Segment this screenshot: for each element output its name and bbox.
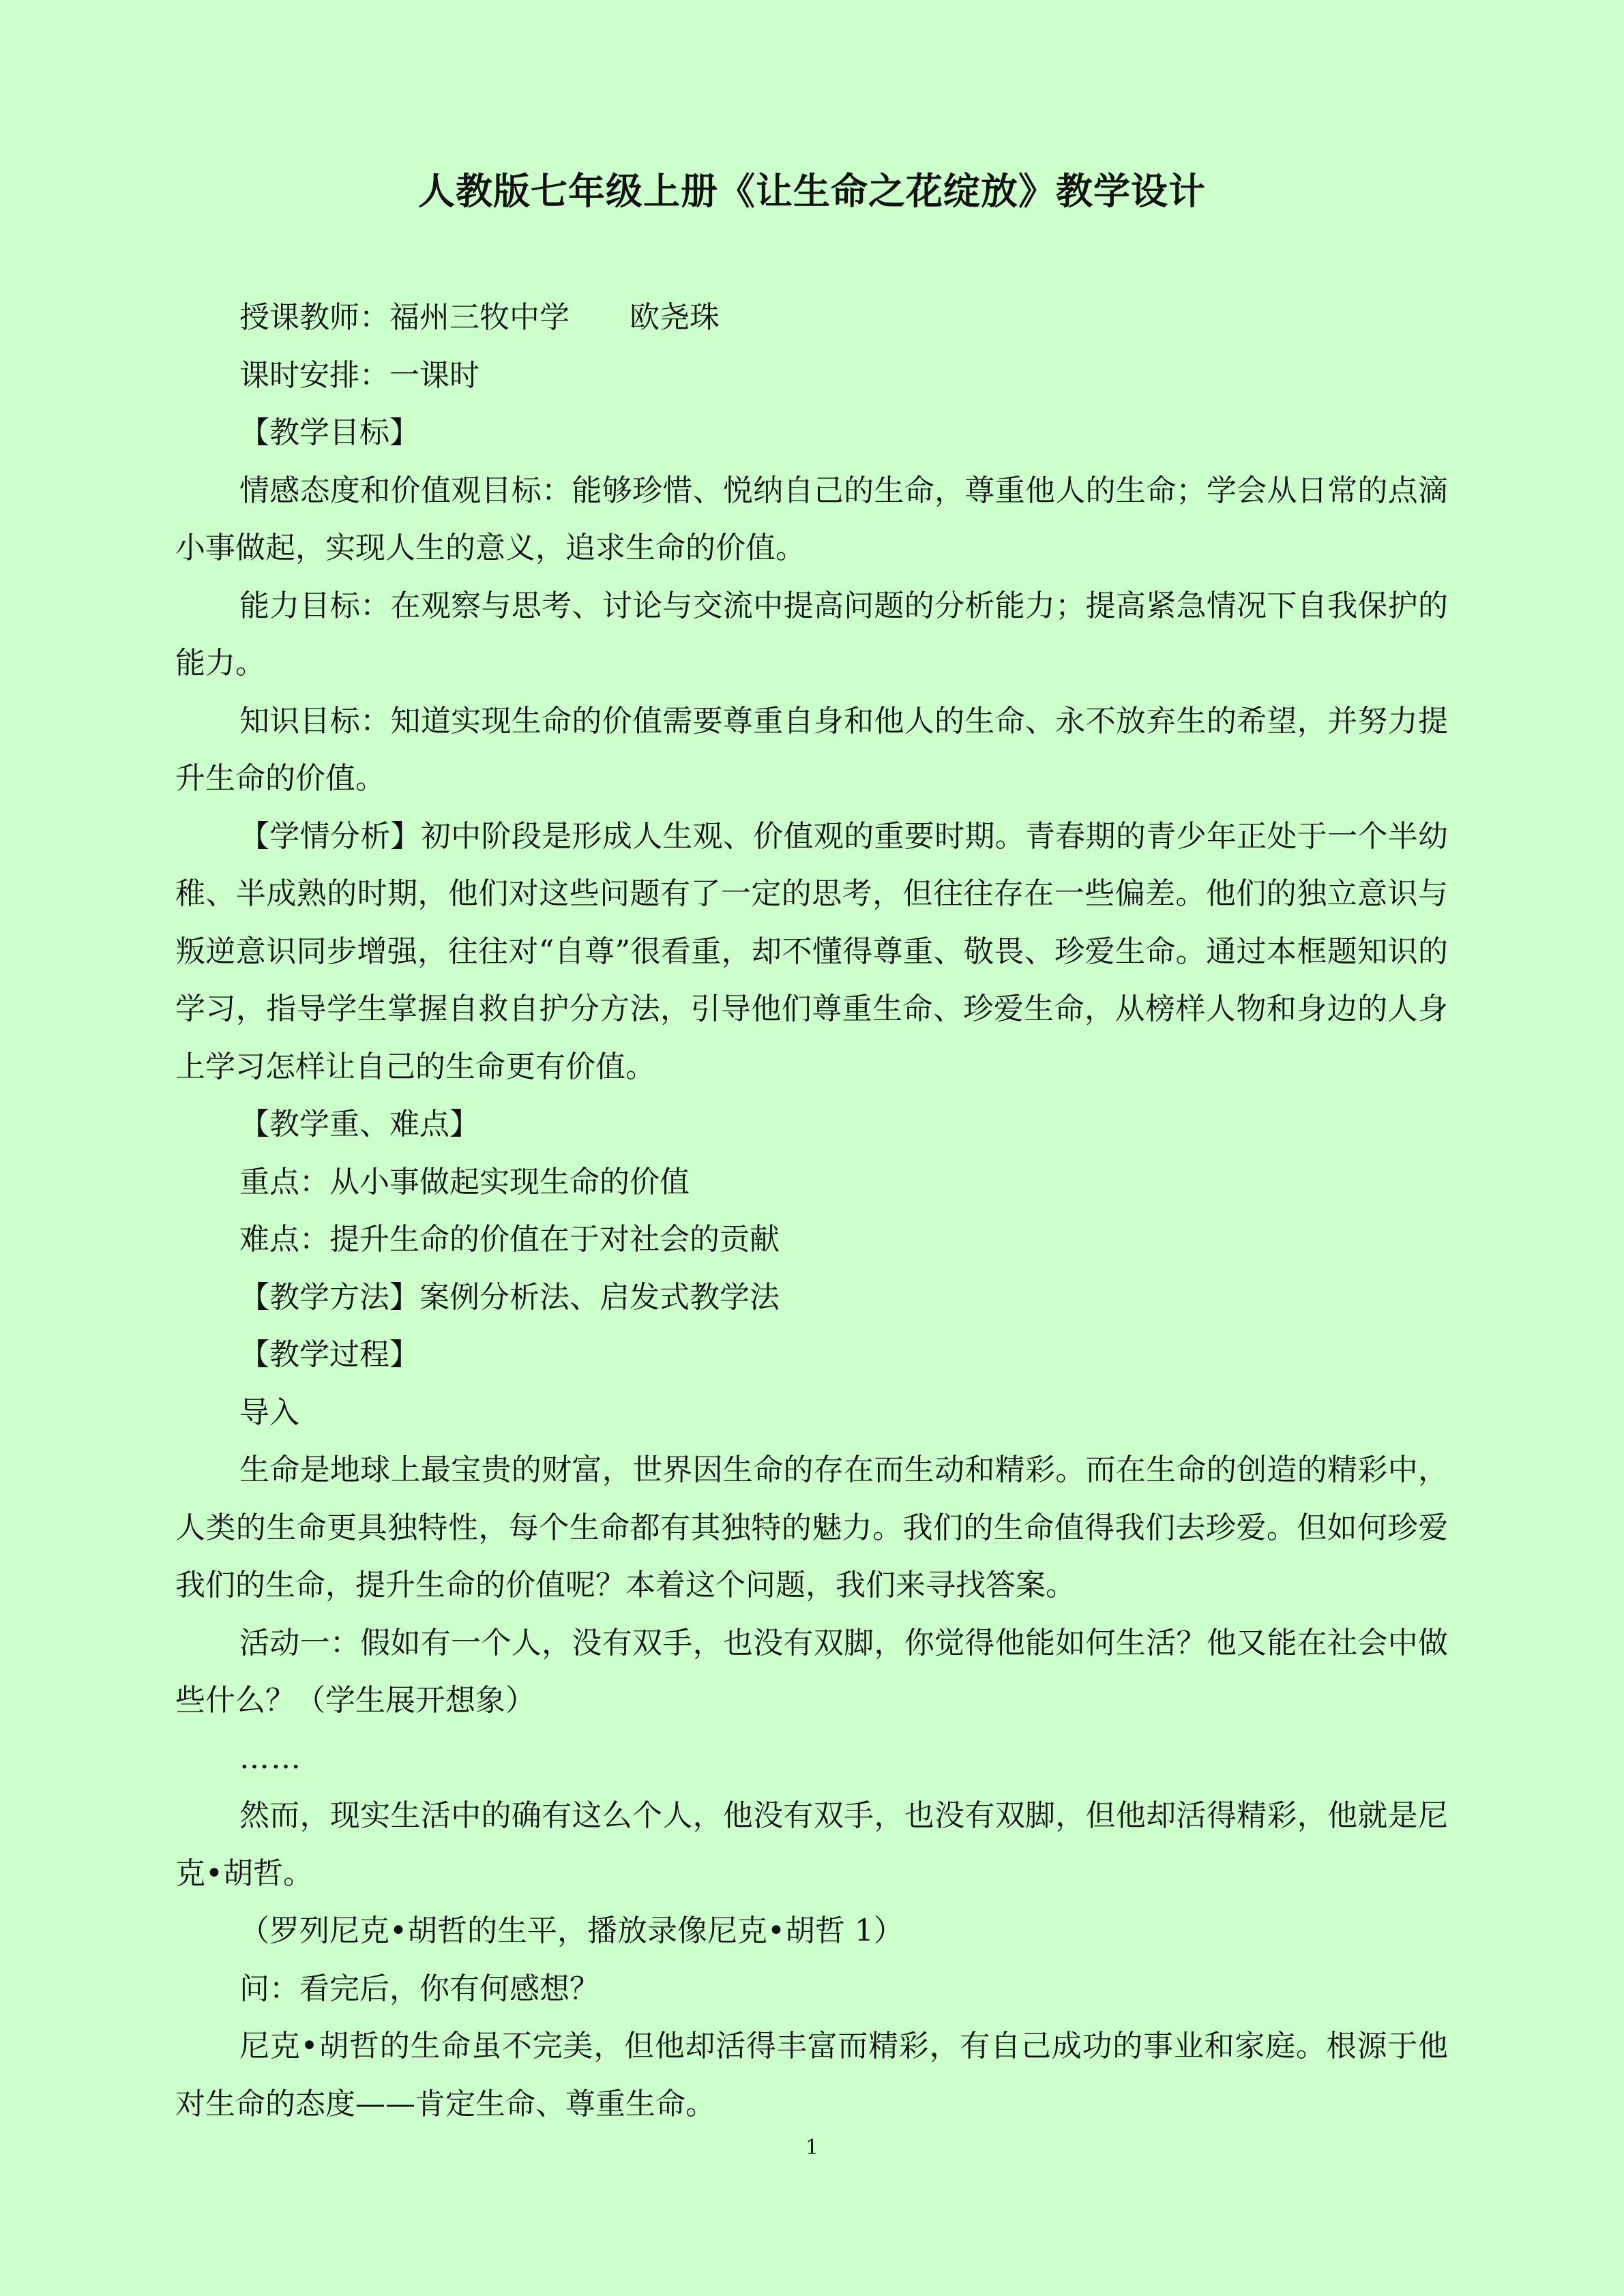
document-title: 人教版七年级上册《让生命之花绽放》教学设计 [418, 169, 1206, 213]
objective-emotion: 情感态度和价值观目标：能够珍惜、悦纳自己的生命，尊重他人的生命；学会从日常的点滴小事做起，实现人生的意义，追求生命的价值。 [175, 473, 1448, 565]
intro-heading: 导入 [239, 1395, 299, 1430]
question-line: 问：看完后，你有何感想？ [239, 1971, 600, 2006]
ellipsis-line: …… [239, 1740, 302, 1776]
video-note: （罗列尼克•胡哲的生平，播放录像尼克•胡哲 1） [239, 1913, 904, 1948]
conclusion-paragraph: 尼克•胡哲的生命虽不完美，但他却活得丰富而精彩，有自己成功的事业和家庭。根源于他对生命的态度——肯定生命、尊重生命。 [175, 2029, 1448, 2121]
teacher-line: 授课教师：福州三牧中学 欧尧珠 [239, 300, 720, 335]
section-heading-process: 【教学过程】 [239, 1337, 419, 1372]
objective-ability: 能力目标：在观察与思考、讨论与交流中提高问题的分析能力；提高紧急情况下自我保护的能力。 [175, 588, 1448, 681]
document-body [175, 289, 1448, 2133]
key-point: 重点：从小事做起实现生命的价值 [239, 1164, 690, 1199]
schedule-line: 课时安排：一课时 [239, 357, 479, 393]
teaching-methods: 【教学方法】案例分析法、启发式教学法 [239, 1279, 780, 1315]
student-analysis: 【学情分析】初中阶段是形成人生观、价值观的重要时期。青春期的青少年正处于一个半幼稚、半成熟的时期，他们对这些问题有了一定的思考，但往往存在一些偏差。他们的独立意识与叛逆意识同步增强，往往对“自尊”很看重，却不懂得尊重、敬畏、珍爱生命。通过本框题知识的学习，指导学生掌握自救自护分方法，引导他们尊重生命、珍爱生命，从榜样人物和身边的人身上学习怎样让自己的生命更有价值。 [175, 818, 1448, 1084]
activity-one: 活动一：假如有一个人，没有双手，也没有双脚，你觉得他能如何生活？他又能在社会中做些什么？（学生展开想象） [175, 1625, 1448, 1718]
objective-knowledge: 知识目标：知道实现生命的价值需要尊重自身和他人的生命、永不放弃生的希望，并努力提升生命的价值。 [175, 703, 1448, 796]
nick-paragraph: 然而，现实生活中的确有这么个人，他没有双手，也没有双脚，但他却活得精彩，他就是尼克•胡哲。 [175, 1798, 1448, 1891]
intro-paragraph: 生命是地球上最宝贵的财富，世界因生命的存在而生动和精彩。而在生命的创造的精彩中，人类的生命更具独特性，每个生命都有其独特的魅力。我们的生命值得我们去珍爱。但如何珍爱我们的生命，提升生命的价值呢？本着这个问题，我们来寻找答案。 [175, 1452, 1448, 1602]
section-heading-key-points: 【教学重、难点】 [239, 1107, 479, 1142]
section-heading-objectives: 【教学目标】 [239, 415, 419, 450]
page-number: 1 [805, 2136, 819, 2160]
difficult-point: 难点：提升生命的价值在于对社会的贡献 [239, 1222, 780, 1257]
